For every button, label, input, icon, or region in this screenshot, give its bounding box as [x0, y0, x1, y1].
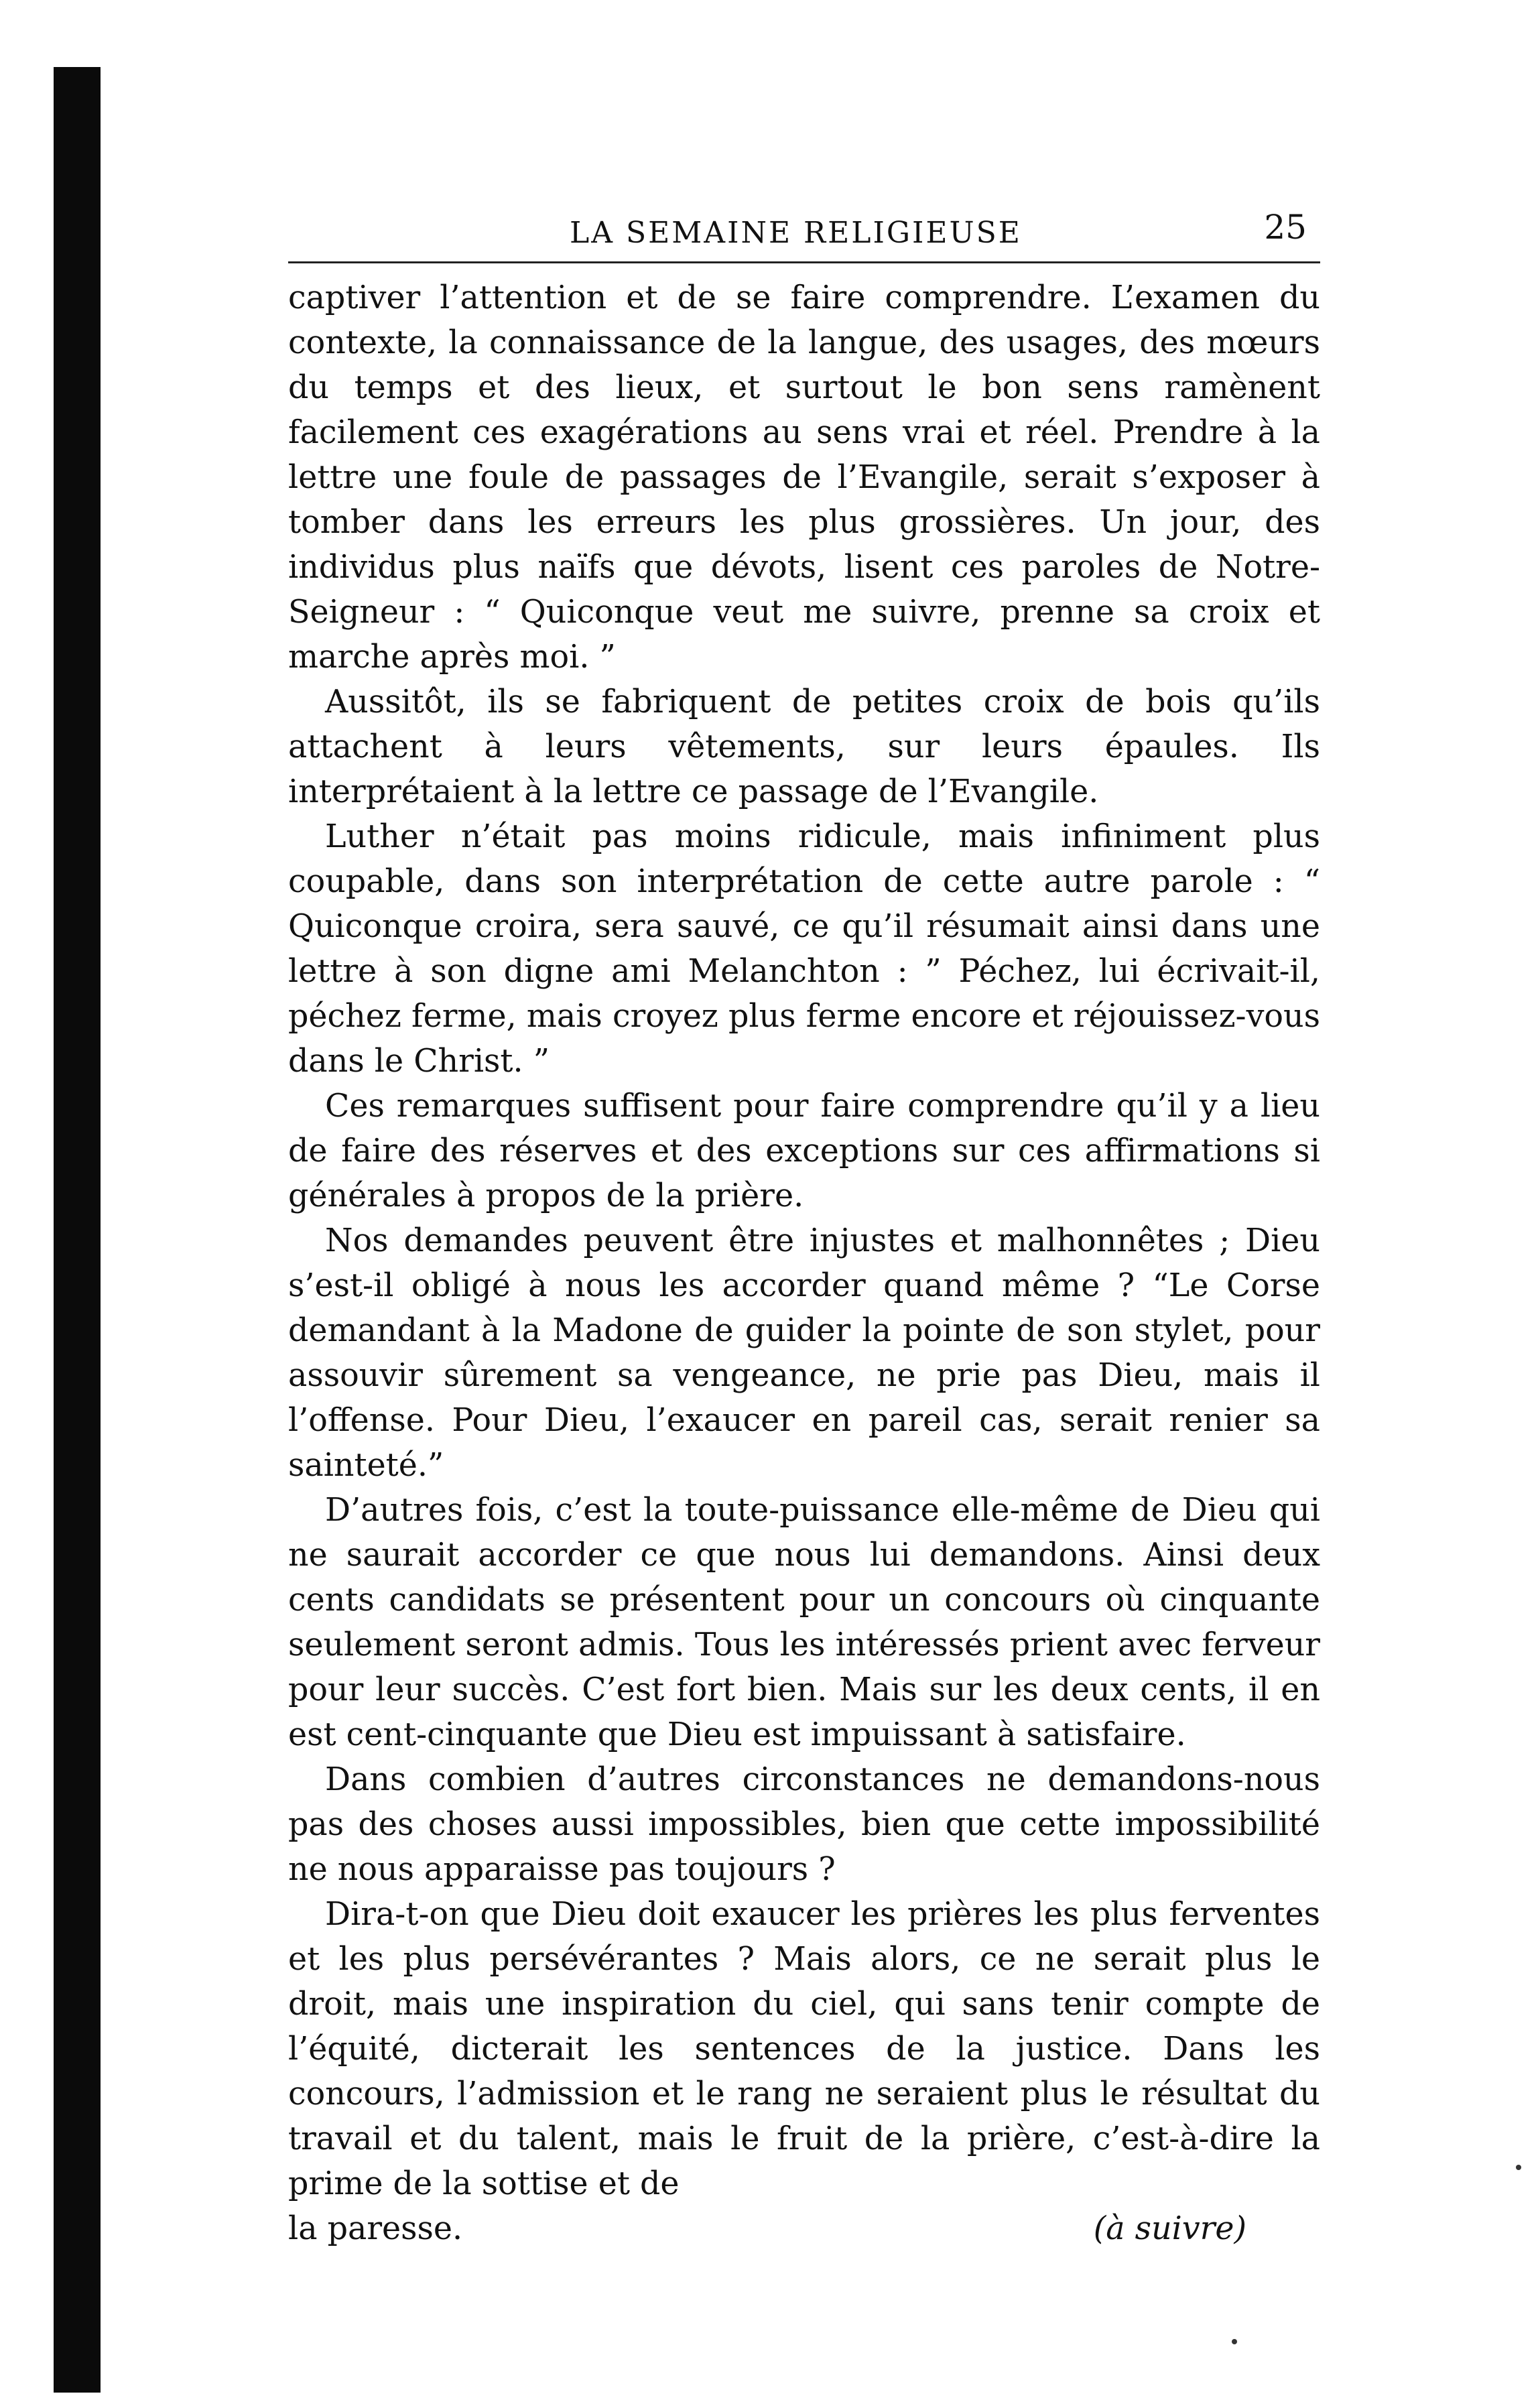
binding-edge — [54, 67, 101, 2393]
paragraph: Dira-t-on que Dieu doit exaucer les prières les plus ferventes et les plus persévérantes ? Mais alors, ce ne serait plus le droit, mais une inspiration du ciel, qui sans tenir compte de l’équité, dicterait les sentences de la justice. Dans les concours, l’admission et le rang ne seraient plus le résultat du travail et du talent, mais le fruit de la prière, c’est-à-dire la prime de la sottise et de — [288, 1896, 1320, 2202]
to-be-continued: (à suivre) — [1093, 2210, 1246, 2247]
closing-text: la paresse. — [288, 2210, 463, 2247]
article-body — [288, 275, 1320, 2251]
scan-speck — [1232, 2339, 1237, 2344]
paragraph: D’autres fois, c’est la toute-puissance elle-même de Dieu qui ne saurait accorder ce que nous lui demandons. Ainsi deux cents candidats se présentent pour un concours où cinquante seulement seront admis. Tous les intéressés prient avec ferveur pour leur succès. C’est fort bien. Mais sur les deux cents, il en est cent-cinquante que Dieu est impuissant à satisfaire. — [288, 1492, 1320, 1753]
paragraph: Luther n’était pas moins ridicule, mais infiniment plus coupable, dans son interprétation de cette autre parole : “ Quiconque croira, sera sauvé, ce qu’il résumait ainsi dans une lettre à son digne ami Melanchton : ” Péchez, lui écrivait-il, péchez ferme, mais croyez plus ferme encore et réjouissez-vous dans le Christ. ” — [288, 818, 1320, 1080]
paragraph: Ces remarques suffisent pour faire comprendre qu’il y a lieu de faire des réserves et des exceptions sur ces affirmations si générales à propos de la prière. — [288, 1088, 1320, 1214]
page-number: 25 — [1264, 208, 1307, 247]
page — [288, 201, 1320, 2251]
closing-line — [288, 2206, 1320, 2251]
running-title: LA SEMAINE RELIGIEUSE — [570, 216, 1022, 250]
paragraph: Dans combien d’autres circonstances ne demandons-nous pas des choses aussi impossibles, bien que cette impossibilité ne nous apparaisse pas toujours ? — [288, 1761, 1320, 1888]
scan-speck — [1516, 2165, 1521, 2170]
paragraph: Nos demandes peuvent être injustes et malhonnêtes ; Dieu s’est-il obligé à nous les accorder quand même ? “Le Corse demandant à la Madone de guider la pointe de son stylet, pour assouvir sûrement sa vengeance, ne prie pas Dieu, mais il l’offense. Pour Dieu, l’exaucer en pareil cas, serait renier sa sainteté.” — [288, 1222, 1320, 1484]
paragraph: captiver l’attention et de se faire comprendre. L’examen du contexte, la connaissance de la langue, des usages, des mœurs du temps et des lieux, et surtout le bon sens ramènent facilement ces exagérations au sens vrai et réel. Prendre à la lettre une foule de passages de l’Evangile, serait s’exposer à tomber dans les erreurs les plus grossières. Un jour, des individus plus naïfs que dévots, lisent ces paroles de Notre-Seigneur : “ Quiconque veut me suivre, prenne sa croix et marche après moi. ” — [288, 279, 1320, 676]
paragraph: Aussitôt, ils se fabriquent de petites croix de bois qu’ils attachent à leurs vêtements, sur leurs épaules. Ils interprétaient à la lettre ce passage de l’Evangile. — [288, 684, 1320, 810]
page-header — [288, 201, 1320, 263]
